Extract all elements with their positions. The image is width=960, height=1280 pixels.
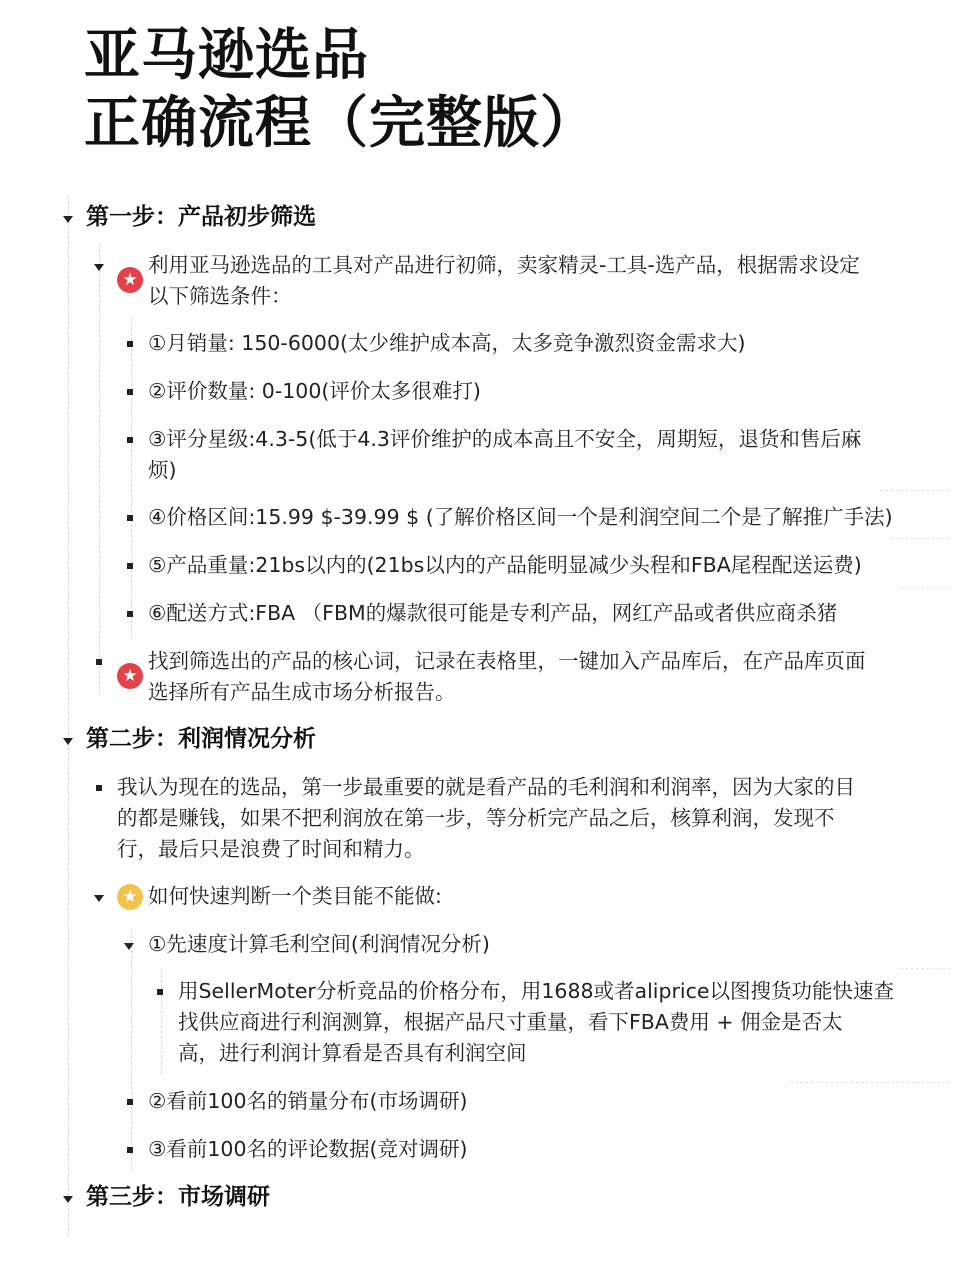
step1-item2-text (148, 646, 938, 708)
condition-weight: ⑤产品重量:21bs以内的(21bs以内的产品能明显减少头程和FBA尾程配送运费) (148, 553, 862, 577)
step1-heading: 第一步：产品初步筛选 (86, 204, 316, 230)
red-star-icon: ★ (117, 267, 143, 293)
text-line: 烦) (148, 458, 177, 482)
bullet-icon (127, 1147, 133, 1153)
condition-monthly-sales: ①月销量: 150-6000(太少维护成本高，太多竞争激烈资金需求大) (148, 331, 746, 355)
outline-guide (131, 930, 132, 1170)
step2-sub1-label: ①先速度计算毛利空间(利润情况分析) (148, 932, 490, 956)
collapse-toggle-icon[interactable] (94, 264, 104, 271)
step2-sub3: ③看前100名的评论数据(竞对调研) (148, 1137, 468, 1161)
outline-guide (161, 970, 162, 1074)
outline-guide (900, 968, 950, 969)
outline-guide (68, 196, 69, 1236)
text-line: 选择所有产品生成市场分析报告。 (148, 680, 456, 704)
page-title-line-1: 亚马逊选品 (84, 23, 369, 88)
collapse-toggle-icon[interactable] (94, 895, 104, 902)
step2-heading: 第二步：利润情况分析 (86, 726, 316, 752)
condition-price-range: ④价格区间:15.99 $-39.99 $ (了解价格区间一个是利润空间二个是了解推广手法) (148, 505, 893, 529)
bullet-icon (127, 341, 133, 347)
text-line: 找供应商进行利润测算，根据产品尺寸重量，看下FBA费用 + 佣金是否太 (178, 1010, 843, 1034)
bullet-icon (127, 563, 133, 569)
outline-guide (131, 318, 132, 638)
step2-paragraph (117, 772, 937, 865)
text-line: 以下筛选条件： (148, 284, 292, 308)
bullet-icon (157, 989, 163, 995)
collapse-toggle-icon[interactable] (124, 943, 134, 950)
bullet-icon (127, 611, 133, 617)
text-line: ③评分星级:4.3-5(低于4.3评价维护的成本高且不安全，周期短，退货和售后麻 (148, 427, 862, 451)
outline-guide (99, 244, 100, 694)
step2-sub1-detail (178, 976, 938, 1069)
page-title-line-2: 正确流程（完整版） (84, 91, 597, 156)
text-line: 我认为现在的选品，第一步最重要的就是看产品的毛利润和利润率，因为大家的目 (117, 775, 855, 799)
collapse-toggle-icon[interactable] (63, 738, 73, 745)
collapse-toggle-icon[interactable] (63, 1196, 73, 1203)
bullet-icon (96, 659, 102, 665)
outline-guide (900, 588, 950, 589)
step2-sub2: ②看前100名的销量分布(市场调研) (148, 1089, 468, 1113)
bullet-icon (127, 389, 133, 395)
bullet-icon (127, 515, 133, 521)
text-line: 行，最后只是浪费了时间和精力。 (117, 837, 425, 861)
text-line: 的都是赚钱，如果不把利润放在第一步，等分析完产品之后，核算利润，发现不 (117, 806, 835, 830)
bullet-icon (127, 437, 133, 443)
outline-guide (790, 1082, 950, 1083)
collapse-toggle-icon[interactable] (63, 216, 73, 223)
condition-fulfillment: ⑥配送方式:FBA （FBM的爆款很可能是专利产品，网红产品或者供应商杀猪 (148, 601, 838, 625)
bullet-icon (127, 1099, 133, 1105)
red-star-icon: ★ (117, 663, 143, 689)
gold-star-icon: ★ (117, 884, 143, 910)
outline-guide (890, 538, 950, 539)
condition-rating (148, 424, 938, 486)
outline-guide (880, 490, 950, 491)
condition-review-count: ②评价数量: 0-100(评价太多很难打) (148, 379, 481, 403)
step1-item1-text (148, 250, 938, 312)
page-title (84, 22, 597, 158)
text-line: 利用亚马逊选品的工具对产品进行初筛，卖家精灵-工具-选产品，根据需求设定 (148, 253, 860, 277)
step3-heading: 第三步：市场调研 (86, 1184, 270, 1210)
text-line: 找到筛选出的产品的核心词，记录在表格里，一键加入产品库后，在产品库页面 (148, 649, 866, 673)
bullet-icon (96, 785, 102, 791)
text-line: 高，进行利润计算看是否具有利润空间 (178, 1041, 527, 1065)
step2-question: 如何快速判断一个类目能不能做: (148, 884, 442, 908)
text-line: 用SellerMoter分析竞品的价格分布，用1688或者aliprice以图搜货功能快速查 (178, 979, 895, 1003)
